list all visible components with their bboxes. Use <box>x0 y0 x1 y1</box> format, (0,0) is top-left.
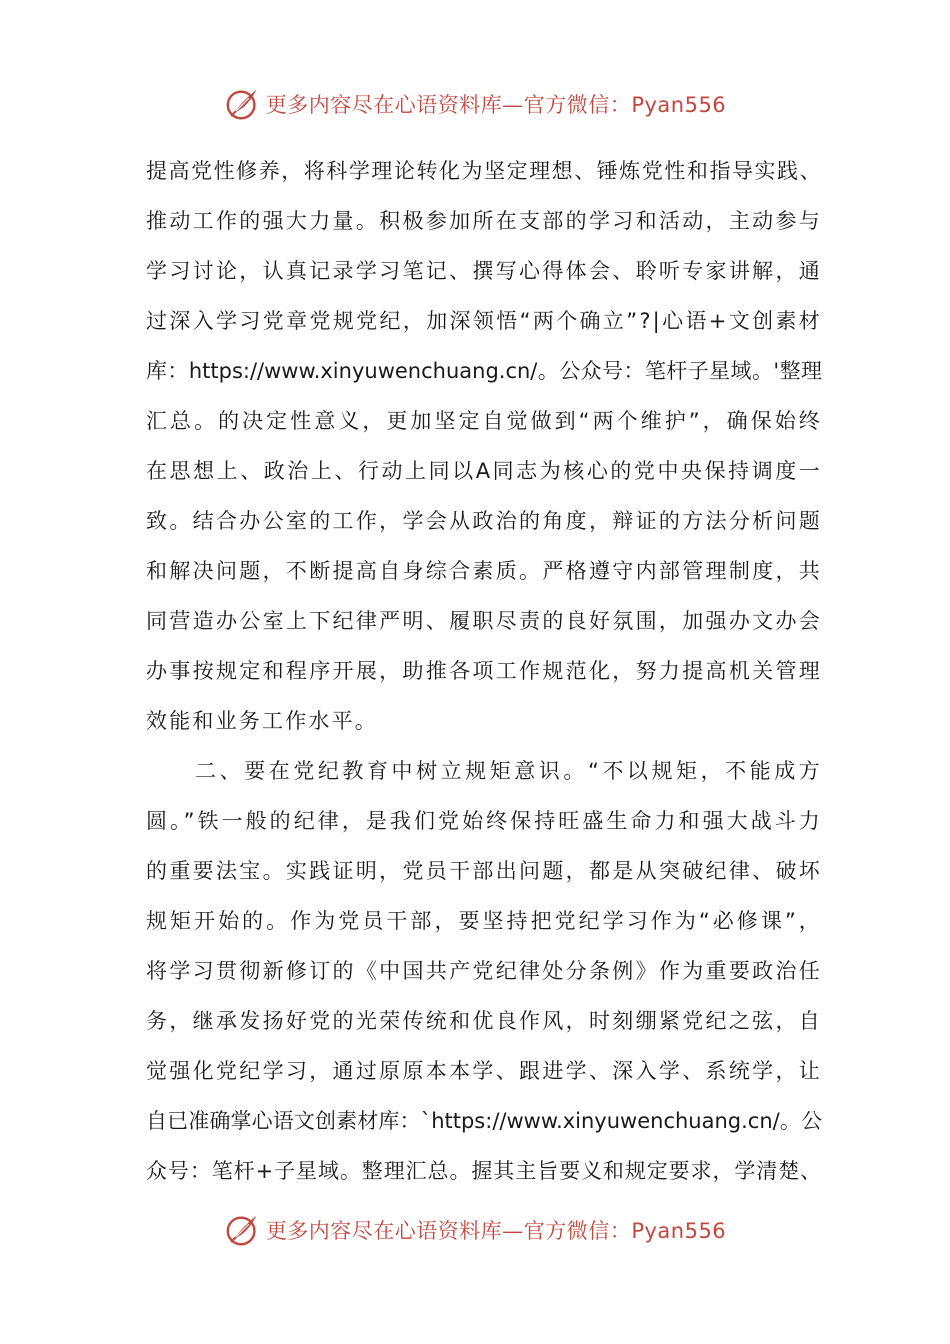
text-line: 在思想上、政治上、行动上同以A同志为核心的党中央保持调度一 <box>146 459 822 483</box>
text-line: 效能和业务工作水平。 <box>146 709 378 733</box>
text-line: 务，继承发扬好党的光荣传统和优良作风，时刻绷紧党纪之弦，自 <box>146 1009 822 1033</box>
text-line: 和解决问题，不断提高自身综合素质。严格遵守内部管理制度，共 <box>146 559 822 583</box>
wechat-id: Pyan556 <box>631 93 727 117</box>
text-line: 提高党性修养，将科学理论转化为坚定理想、锤炼党性和指导实践、 <box>146 159 822 183</box>
text-line: 众号：笔杆+子星域。整理汇总。握其主旨要义和规定要求，学清楚、 <box>146 1159 822 1183</box>
text-line: 汇总。的决定性意义，更加坚定自觉做到“两个维护”，确保始终 <box>146 409 822 433</box>
text-line: 规矩开始的。作为党员干部，要坚持把党纪学习作为“必修课”， <box>146 909 822 933</box>
banner-text <box>266 89 726 119</box>
text-line: 圆。”铁一般的纪律，是我们党始终保持旺盛生命力和强大战斗力 <box>146 809 822 833</box>
text-line: 学习讨论，认真记录学习笔记、撰写心得体会、聆听专家讲解，通 <box>146 259 822 283</box>
banner-slogan: 更多内容尽在心语资料库—官方微信： <box>265 93 632 117</box>
banner-slogan: 更多内容尽在心语资料库—官方微信： <box>265 1219 632 1243</box>
text-line: 觉强化党纪学习，通过原原本本学、跟进学、深入学、系统学，让 <box>146 1059 822 1083</box>
text-line: 的重要法宝。实践证明，党员干部出问题，都是从突破纪律、破坏 <box>146 859 822 883</box>
quill-logo-icon <box>224 1211 262 1249</box>
text-line: 致。结合办公室的工作，学会从政治的角度，辩证的方法分析问题 <box>146 509 822 533</box>
header-banner <box>0 84 950 124</box>
text-line: 自已准确掌心语文创素材库：`https://www.xinyuwenchuang.cn/。公 <box>146 1109 822 1133</box>
paragraph-2 <box>146 746 822 1196</box>
text-line: 二、要在党纪教育中树立规矩意识。“不以规矩，不能成方 <box>146 759 822 783</box>
document-body <box>146 146 822 1196</box>
text-line: 库：https://www.xinyuwenchuang.cn/。公众号：笔杆子星域。'整理 <box>146 359 822 383</box>
text-line: 办事按规定和程序开展，助推各项工作规范化，努力提高机关管理 <box>146 659 822 683</box>
text-line: 将学习贯彻新修订的《中国共产党纪律处分条例》作为重要政治任 <box>146 959 822 983</box>
paragraph-1 <box>146 146 822 746</box>
text-line: 推动工作的强大力量。积极参加所在支部的学习和活动，主动参与 <box>146 209 822 233</box>
text-line: 同营造办公室上下纪律严明、履职尽责的良好氛围，加强办文办会 <box>146 609 822 633</box>
text-line: 过深入学习党章党规党纪，加深领悟“两个确立”?|心语+文创素材 <box>146 309 822 333</box>
wechat-id: Pyan556 <box>631 1219 727 1243</box>
banner-text <box>266 1215 726 1245</box>
quill-logo-icon <box>224 85 262 123</box>
footer-banner <box>0 1210 950 1250</box>
